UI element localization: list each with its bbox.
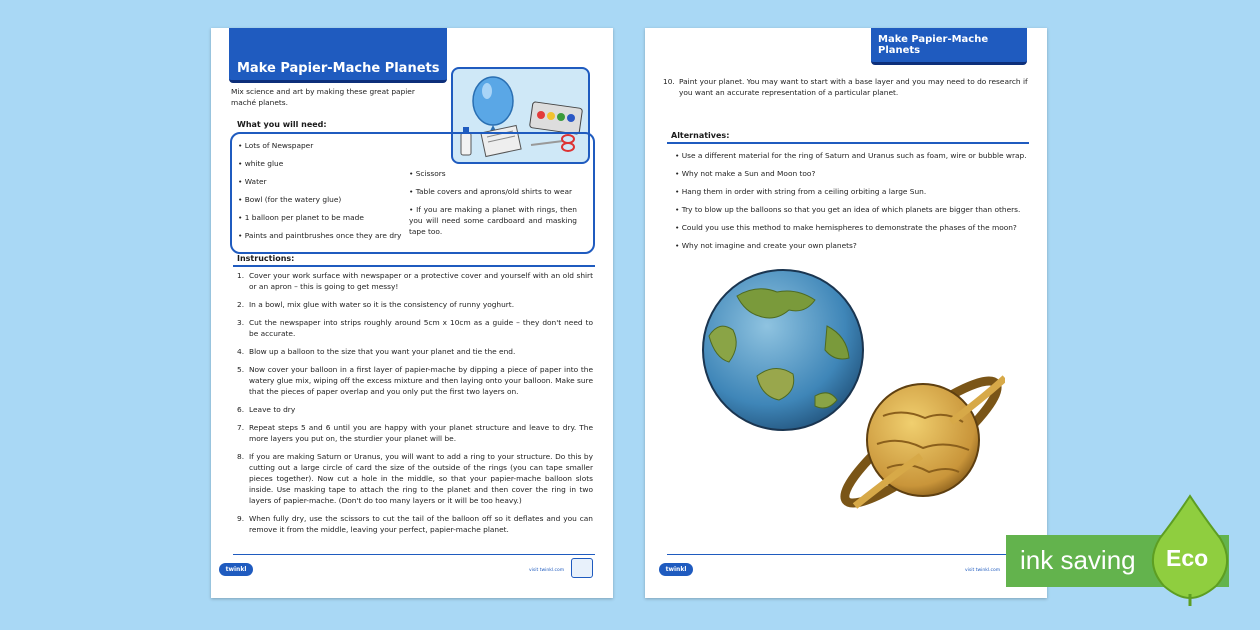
step-item [237,346,593,357]
saturn-illustration [833,356,1005,526]
instructions-list [237,270,593,542]
materials-list-right [409,168,577,244]
step-item [237,451,593,506]
materials-list-left [238,140,418,248]
list-item: • Why not make a Sun and Moon too? [675,169,816,178]
visit-link[interactable]: visit twinkl.com [965,568,1001,573]
need-heading: What you will need: [237,120,327,129]
step-number: 7. [237,423,245,432]
list-item: • Lots of Newspaper [238,141,314,150]
page-title-tab [871,28,1027,65]
list-item: • Scissors [409,169,446,178]
step-item [237,317,593,339]
instructions-heading: Instructions: [237,254,295,263]
step-text: Cut the newspaper into strips roughly around 5cm x 10cm as a guide – they don't need to be accurate. [249,318,593,338]
list-item: • Why not imagine and create your own planets? [675,241,857,250]
page-title-tab [229,28,447,83]
ink-saving-label: ink saving [1020,545,1136,575]
step-text: When fully dry, use the scissors to cut the tail of the balloon off so it deflates and you can remove it from the middle, leaving your perfect, papier-mache planet. [249,514,593,534]
step-number: 3. [237,318,245,327]
worksheet-page-2 [645,28,1047,598]
list-item: • Hang them in order with string from a ceiling orbiting a large Sun. [675,187,927,196]
visit-link[interactable]: visit twinkl.com [529,568,565,573]
eco-label: Eco [1166,545,1209,571]
page-title: Make Papier-Mache Planets [878,34,989,56]
twinkl-logo: twinkl [659,563,693,576]
page-title: Make Papier-Mache Planets [237,61,440,76]
alternatives-heading: Alternatives: [671,131,730,140]
step-number: 6. [237,405,245,414]
list-item: • Use a different material for the ring of Saturn and Uranus such as foam, wire or bubble wrap. [675,151,1027,160]
intro-text [231,86,451,108]
step-number: 10. [663,77,675,86]
step-10 [663,76,1029,98]
step-number: 1. [237,271,245,280]
step-item [237,404,593,415]
step-text: Leave to dry [249,405,296,414]
step-number: 5. [237,365,245,374]
step-text: If you are making Saturn or Uranus, you will want to add a ring to your structure. Do this by cutting out a large circle of card the size of the outside of the rings (you can tape smaller pieces together). Now cut a hole in the middle, so that your papier-mache balloon slots inside. Use masking tape to attach the ring to the planet and then cover the ring in two layers of papier-mache. (Don't do too many layers or it will be too heavy.) [249,452,593,505]
badge-icon [571,558,593,578]
step-item [237,364,593,397]
step-number: 9. [237,514,245,523]
heading-rule [233,265,595,267]
step-text: Now cover your balloon in a first layer of papier-mache by dipping a piece of paper into the watery glue mix, wiping off the excess mixture and then laying onto your balloon. Make sure that the pieces of paper overlap and you only put the first two layers on. [249,365,593,396]
list-item: • Water [238,177,267,186]
list-item: • Bowl (for the watery glue) [238,195,342,204]
step-text: Paint your planet. You may want to start with a base layer and you may need to do research if you want an accurate representation of a particular planet. [679,77,1028,97]
step-text: Repeat steps 5 and 6 until you are happy with your planet structure and leave to dry. The more layers you put on, the sturdier your planet will be. [249,423,593,443]
alternatives-list [675,150,1035,258]
step-text: In a bowl, mix glue with water so it is the consistency of runny yoghurt. [249,300,515,309]
step-item [237,422,593,444]
heading-rule [667,142,1029,144]
list-item: • Could you use this method to make hemispheres to demonstrate the phases of the moon? [675,223,1017,232]
step-item [237,513,593,535]
step-text: Blow up a balloon to the size that you want your planet and tie the end. [249,347,516,356]
step-number: 2. [237,300,245,309]
footer-rule [667,554,1029,555]
intro-line: Mix science and art by making these great papier [231,87,415,96]
list-item: • Try to blow up the balloons so that you get an idea of which planets are bigger than others. [675,205,1021,214]
worksheet-page-1 [211,28,613,598]
intro-line: maché planets. [231,98,288,107]
step-number: 8. [237,452,245,461]
list-item: • Table covers and aprons/old shirts to wear [409,187,573,196]
list-item: • If you are making a planet with rings, then you will need some cardboard and masking tape too. [409,205,577,236]
list-item: • 1 balloon per planet to be made [238,213,364,222]
step-item [237,299,593,310]
step-number: 4. [237,347,245,356]
footer-rule [233,554,595,555]
step-item [237,270,593,292]
step-text: Cover your work surface with newspaper or a protective cover and yourself with an old shirt or an apron – this is going to get messy! [249,271,593,291]
twinkl-logo: twinkl [219,563,253,576]
list-item: • Paints and paintbrushes once they are dry [238,231,402,240]
list-item: • white glue [238,159,284,168]
